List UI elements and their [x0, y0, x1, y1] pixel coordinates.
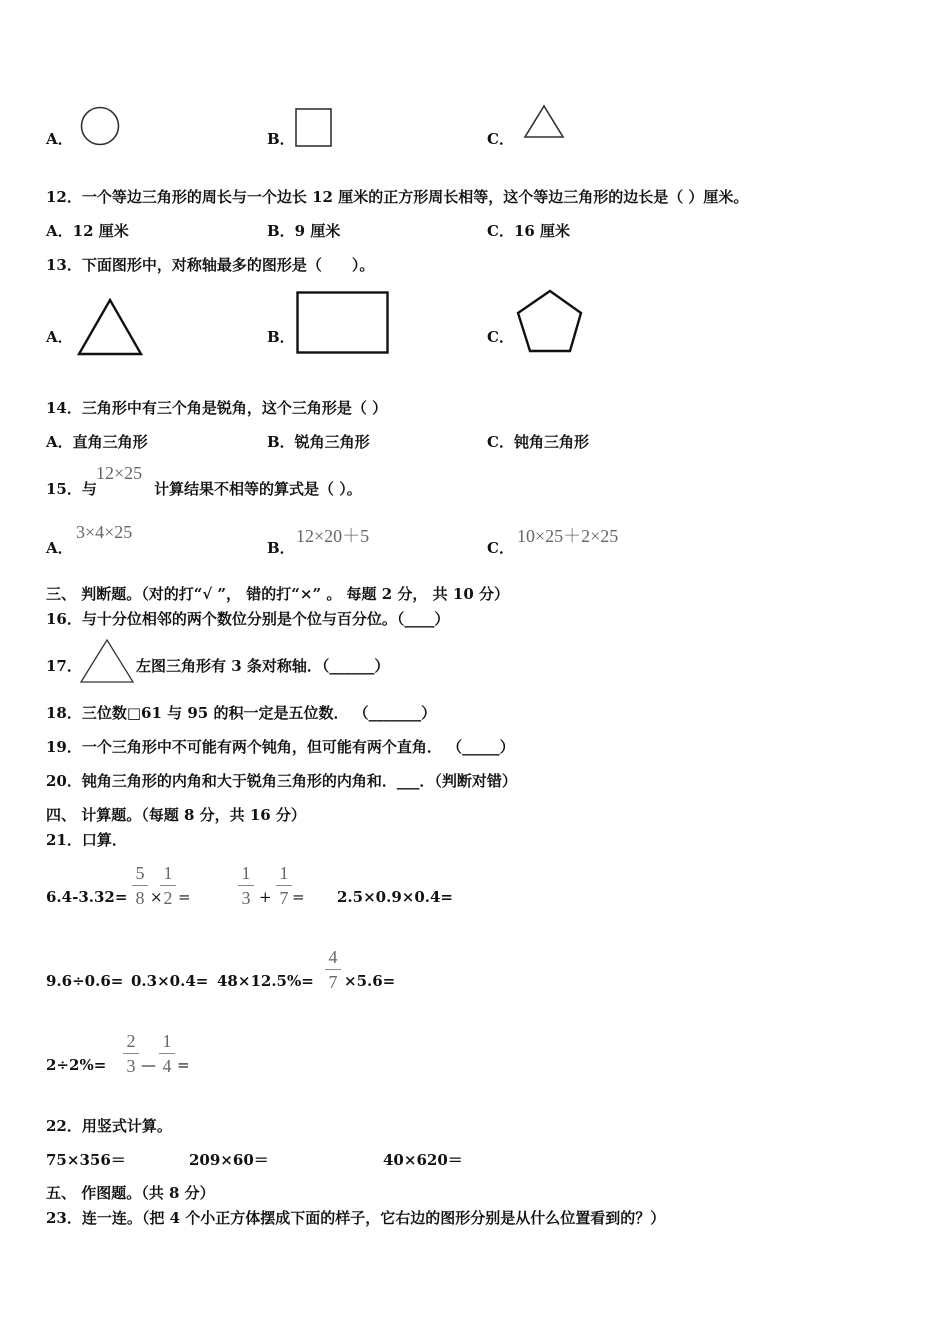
q12-stem: 12．一个等边三角形的周长与一个边长 12 厘米的正方形周长相等，这个等边三角形的边长是（ ）厘米。: [46, 188, 749, 206]
fraction-5-8: 5 8: [132, 862, 148, 909]
q15-option-b-label: B．: [267, 539, 295, 557]
q13-option-c: C．: [487, 328, 514, 346]
q15-suffix: 计算结果不相等的算式是（ ）。: [154, 480, 362, 498]
fraction-4-7: 4 7: [325, 946, 341, 993]
q21-r3-a: 2÷2%=: [46, 1056, 107, 1074]
section-3-heading: 三、 判断题。（对的打“√ ”， 错的打“×” 。 每题 2 分， 共 10 分）: [46, 585, 509, 603]
fraction-1-2: 1 2: [160, 862, 176, 909]
q22-item-3: 40×620＝: [383, 1151, 463, 1169]
q21-r1-c-eq: =: [292, 888, 305, 906]
q21-r1-b-eq: =: [178, 888, 191, 906]
rectangle-shape: [296, 291, 390, 355]
q22-stem: 22．用竖式计算。: [46, 1117, 172, 1135]
fraction-2-3: 2 3: [123, 1030, 139, 1077]
q21-r3-b-eq: =: [177, 1056, 190, 1074]
q21-r1-a: 6.4-3.32=: [46, 888, 128, 906]
q21-r2-b: 0.3×0.4=: [131, 972, 209, 990]
q21-r3-b-op: —: [141, 1056, 156, 1074]
q11-option-b-label: B．: [267, 130, 295, 148]
q17-text: 左图三角形有 3 条对称轴．（______）: [136, 657, 390, 675]
section-5-heading: 五、 作图题。（共 8 分）: [46, 1184, 215, 1202]
fraction-1-3: 1 3: [238, 862, 254, 909]
q15-option-a-label: A．: [46, 539, 73, 557]
pentagon-shape: [516, 289, 584, 353]
q14-stem: 14．三角形中有三个角是锐角，这个三角形是（ ）: [46, 399, 388, 417]
q18: 18．三位数□61 与 95 的积一定是五位数． （_______）: [46, 704, 437, 722]
q21-stem: 21．口算．: [46, 831, 127, 849]
q14-option-b: B．锐角三角形: [267, 433, 370, 451]
q15-option-b-expr: 12×20＋5: [296, 526, 370, 546]
q12-option-b: B．9 厘米: [267, 222, 341, 240]
q15-option-c-label: C．: [487, 539, 514, 557]
q15-prefix: 15．与: [46, 480, 97, 498]
q12-option-a: A．12 厘米: [46, 222, 129, 240]
q19: 19．一个三角形中不可能有两个钝角，但可能有两个直角． （_____）: [46, 738, 515, 756]
q17-triangle-shape: [79, 638, 135, 684]
q23: 23．连一连。（把 4 个小正方体摆成下面的样子，它右边的图形分别是从什么位置看到的？）: [46, 1209, 666, 1227]
q17-number: 17．: [46, 657, 82, 675]
q11-option-c-label: C．: [487, 130, 514, 148]
q13-option-a: A．: [46, 328, 73, 346]
q22-item-2: 209×60＝: [189, 1151, 269, 1169]
q21-r2-a: 9.6÷0.6=: [46, 972, 124, 990]
q20: 20．钝角三角形的内角和大于锐角三角形的内角和．___．（判断对错）: [46, 772, 517, 790]
q14-option-c: C．钝角三角形: [487, 433, 589, 451]
q16: 16．与十分位相邻的两个数位分别是个位与百分位。（____）: [46, 610, 450, 628]
q21-r2-c: 48×12.5%=: [217, 972, 314, 990]
triangle-shape: [77, 298, 143, 356]
q13-option-b: B．: [267, 328, 295, 346]
fraction-1-4: 1 4: [159, 1030, 175, 1077]
q11-option-a-label: A．: [46, 130, 73, 148]
q15-option-c-expr: 10×25＋2×25: [517, 526, 619, 546]
fraction-1-7: 1 7: [276, 862, 292, 909]
q15-option-a-expr: 3×4×25: [76, 522, 133, 542]
q13-stem: 13．下面图形中，对称轴最多的图形是（ ）。: [46, 256, 375, 274]
small-triangle-shape: [523, 104, 565, 138]
q21-r1-c-op: +: [259, 888, 272, 906]
q21-r1-b-op: ×: [150, 888, 163, 906]
q14-option-a: A．直角三角形: [46, 433, 148, 451]
q21-r2-d-rest: ×5.6=: [344, 972, 396, 990]
q15-expression: 12×25: [96, 463, 143, 483]
circle-shape: [80, 106, 120, 146]
square-shape: [295, 108, 333, 148]
section-4-heading: 四、 计算题。（每题 8 分，共 16 分）: [46, 806, 306, 824]
q21-r1-d: 2.5×0.9×0.4=: [337, 888, 453, 906]
q22-item-1: 75×356＝: [46, 1151, 126, 1169]
q12-option-c: C．16 厘米: [487, 222, 571, 240]
